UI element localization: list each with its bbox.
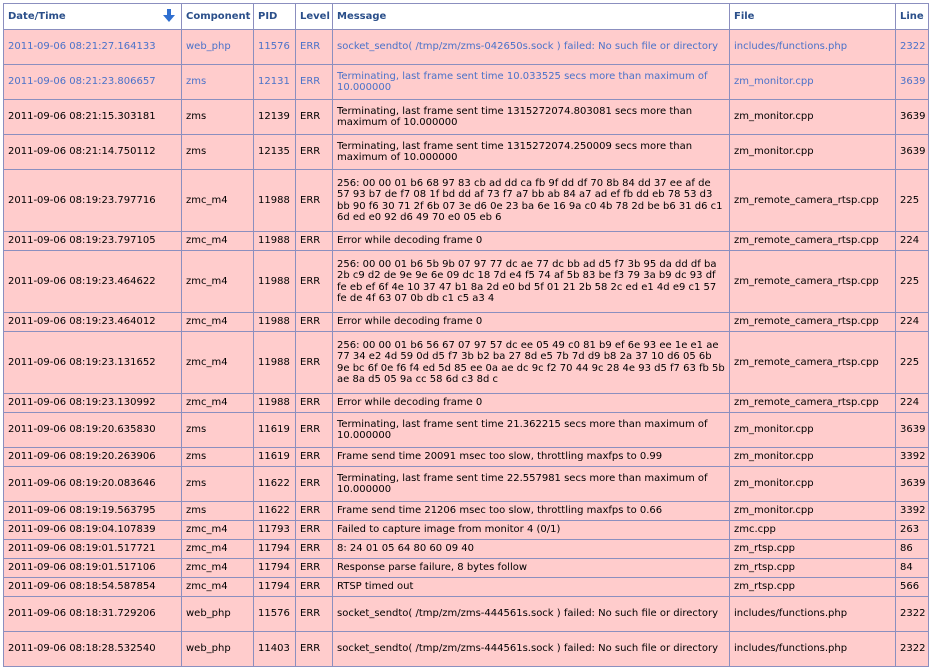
header-row [4,4,929,30]
cell-level: ERR [296,30,333,65]
table-row-12[interactable] [4,448,929,467]
cell-level: ERR [296,65,333,100]
cell-pid: 11988 [254,332,296,394]
cell-line: 224 [896,313,929,332]
cell-datetime: 2011-09-06 08:19:23.464012 [4,313,182,332]
cell-pid: 11794 [254,540,296,559]
cell-message: RTSP timed out [333,578,730,597]
header-component[interactable]: Component [182,4,254,30]
table-row-15[interactable] [4,521,929,540]
cell-message: Error while decoding frame 0 [333,313,730,332]
cell-file: zm_remote_camera_rtsp.cpp [730,394,896,413]
cell-component: zmc_m4 [182,332,254,394]
table-row-19[interactable] [4,597,929,632]
cell-file: zm_monitor.cpp [730,502,896,521]
cell-component: zms [182,413,254,448]
cell-pid: 11794 [254,578,296,597]
cell-component: zmc_m4 [182,170,254,232]
cell-message: Terminating, last frame sent time 1315272074.250009 secs more than maximum of 10.000000 [333,135,730,170]
cell-component: zms [182,448,254,467]
table-row-5[interactable] [4,170,929,232]
cell-pid: 12131 [254,65,296,100]
cell-level: ERR [296,597,333,632]
cell-component: zms [182,467,254,502]
header-datetime[interactable] [4,4,182,30]
table-row-18[interactable] [4,578,929,597]
cell-file: zm_rtsp.cpp [730,559,896,578]
cell-datetime: 2011-09-06 08:18:54.587854 [4,578,182,597]
cell-datetime: 2011-09-06 08:19:20.635830 [4,413,182,448]
cell-message: Error while decoding frame 0 [333,394,730,413]
cell-pid: 11622 [254,502,296,521]
cell-level: ERR [296,559,333,578]
cell-line: 225 [896,170,929,232]
cell-level: ERR [296,521,333,540]
cell-datetime: 2011-09-06 08:19:01.517721 [4,540,182,559]
cell-pid: 11576 [254,597,296,632]
cell-line: 263 [896,521,929,540]
cell-pid: 11988 [254,170,296,232]
cell-component: zmc_m4 [182,559,254,578]
header-message[interactable]: Message [333,4,730,30]
cell-pid: 11988 [254,394,296,413]
cell-datetime: 2011-09-06 08:19:23.797716 [4,170,182,232]
cell-line: 3392 [896,502,929,521]
cell-message: 256: 00 00 01 b6 5b 9b 07 97 77 dc ae 77 dc bb ad d5 f7 3b 95 da dd df ba 2b c9 d2 de 9e 9e 6e 09 dc 18 7d e4 f5 74 af 5b 83 be f3 79 3a b9 dc 93 df fe eb ef 6f 4e 10 37 47 b1 8a 2d e0 bd 5f 01 21 2b 58 2c ed e1 4d e9 c1 57 fe de 4f 63 07 0b db c1 c5 a3 4 [333,251,730,313]
cell-level: ERR [296,313,333,332]
table-row-3[interactable] [4,100,929,135]
cell-message: Response parse failure, 8 bytes follow [333,559,730,578]
header-level[interactable]: Level [296,4,333,30]
cell-message: Terminating, last frame sent time 1315272074.803081 secs more than maximum of 10.000000 [333,100,730,135]
header-file[interactable]: File [730,4,896,30]
cell-component: zms [182,502,254,521]
cell-file: zm_remote_camera_rtsp.cpp [730,332,896,394]
cell-line: 224 [896,232,929,251]
cell-line: 3639 [896,413,929,448]
cell-file: zm_remote_camera_rtsp.cpp [730,313,896,332]
cell-line: 3639 [896,100,929,135]
cell-level: ERR [296,232,333,251]
cell-component: web_php [182,30,254,65]
cell-file: zm_monitor.cpp [730,135,896,170]
cell-file: zm_remote_camera_rtsp.cpp [730,232,896,251]
cell-line: 3639 [896,135,929,170]
cell-component: zmc_m4 [182,540,254,559]
cell-component: zmc_m4 [182,232,254,251]
cell-file: includes/functions.php [730,632,896,667]
cell-datetime: 2011-09-06 08:19:01.517106 [4,559,182,578]
cell-message: Terminating, last frame sent time 21.362215 secs more than maximum of 10.000000 [333,413,730,448]
cell-message: 8: 24 01 05 64 80 60 09 40 [333,540,730,559]
cell-level: ERR [296,100,333,135]
table-row-4[interactable] [4,135,929,170]
cell-line: 224 [896,394,929,413]
cell-component: zms [182,100,254,135]
cell-component: zmc_m4 [182,313,254,332]
arrow-down-icon[interactable] [163,9,175,23]
cell-level: ERR [296,502,333,521]
cell-datetime: 2011-09-06 08:21:14.750112 [4,135,182,170]
cell-message: socket_sendto( /tmp/zm/zms-444561s.sock ) failed: No such file or directory [333,632,730,667]
table-row-10[interactable] [4,394,929,413]
cell-line: 225 [896,332,929,394]
cell-level: ERR [296,413,333,448]
cell-component: zmc_m4 [182,394,254,413]
cell-datetime: 2011-09-06 08:19:23.130992 [4,394,182,413]
cell-pid: 12135 [254,135,296,170]
cell-line: 225 [896,251,929,313]
cell-message: Frame send time 20091 msec too slow, throttling maxfps to 0.99 [333,448,730,467]
cell-pid: 11576 [254,30,296,65]
cell-pid: 11619 [254,448,296,467]
table-row-13[interactable] [4,467,929,502]
table-row-7[interactable] [4,251,929,313]
cell-level: ERR [296,332,333,394]
cell-datetime: 2011-09-06 08:21:23.806657 [4,65,182,100]
cell-level: ERR [296,394,333,413]
cell-line: 566 [896,578,929,597]
cell-line: 2322 [896,597,929,632]
cell-pid: 11988 [254,251,296,313]
cell-pid: 11988 [254,313,296,332]
table-row-11[interactable] [4,413,929,448]
cell-file: includes/functions.php [730,597,896,632]
cell-file: zm_monitor.cpp [730,65,896,100]
cell-file: zm_remote_camera_rtsp.cpp [730,170,896,232]
cell-component: web_php [182,597,254,632]
cell-datetime: 2011-09-06 08:18:31.729206 [4,597,182,632]
cell-file: zm_rtsp.cpp [730,578,896,597]
table-row-9[interactable] [4,332,929,394]
table-row-8[interactable] [4,313,929,332]
header-datetime-label: Date/Time [8,11,66,22]
cell-level: ERR [296,135,333,170]
cell-message: Error while decoding frame 0 [333,232,730,251]
cell-file: zm_monitor.cpp [730,413,896,448]
cell-level: ERR [296,170,333,232]
cell-component: zmc_m4 [182,521,254,540]
cell-datetime: 2011-09-06 08:21:15.303181 [4,100,182,135]
cell-datetime: 2011-09-06 08:19:23.131652 [4,332,182,394]
table-row-6[interactable] [4,232,929,251]
cell-line: 3392 [896,448,929,467]
cell-pid: 11793 [254,521,296,540]
cell-message: Failed to capture image from monitor 4 (0/1) [333,521,730,540]
cell-level: ERR [296,448,333,467]
table-row-2[interactable] [4,65,929,100]
cell-level: ERR [296,251,333,313]
cell-component: zmc_m4 [182,251,254,313]
cell-line: 3639 [896,65,929,100]
cell-level: ERR [296,467,333,502]
table-row-1[interactable] [4,30,929,65]
cell-pid: 11622 [254,467,296,502]
header-line[interactable]: Line [896,4,929,30]
cell-pid: 12139 [254,100,296,135]
cell-file: includes/functions.php [730,30,896,65]
cell-message: Terminating, last frame sent time 22.557981 secs more than maximum of 10.000000 [333,467,730,502]
cell-file: zm_rtsp.cpp [730,540,896,559]
cell-message: socket_sendto( /tmp/zm/zms-042650s.sock ) failed: No such file or directory [333,30,730,65]
cell-file: zm_monitor.cpp [730,100,896,135]
cell-message: socket_sendto( /tmp/zm/zms-444561s.sock ) failed: No such file or directory [333,597,730,632]
cell-datetime: 2011-09-06 08:19:20.263906 [4,448,182,467]
cell-datetime: 2011-09-06 08:19:04.107839 [4,521,182,540]
cell-component: zmc_m4 [182,578,254,597]
cell-component: web_php [182,632,254,667]
table-row-20[interactable] [4,632,929,667]
table-row-14[interactable] [4,502,929,521]
table-row-17[interactable] [4,559,929,578]
cell-file: zm_remote_camera_rtsp.cpp [730,251,896,313]
cell-file: zm_monitor.cpp [730,448,896,467]
cell-datetime: 2011-09-06 08:19:23.464622 [4,251,182,313]
cell-pid: 11403 [254,632,296,667]
cell-datetime: 2011-09-06 08:21:27.164133 [4,30,182,65]
cell-level: ERR [296,632,333,667]
cell-line: 3639 [896,467,929,502]
cell-datetime: 2011-09-06 08:19:20.083646 [4,467,182,502]
cell-pid: 11619 [254,413,296,448]
cell-message: 256: 00 00 01 b6 56 67 07 97 57 dc ee 05 49 c0 81 b9 ef 6e 93 ee 1e e1 ae 77 34 e2 4d 59 0d d5 f7 3b b2 ba 27 8d e5 7b 7d d9 b8 2a 37 10 d6 05 6b 9e bc 6f 0e f6 f4 ed 5d 85 ee 0a ae dc 9c f2 70 44 9c 28 4e 93 d5 f7 63 fb 5b ae 8a d5 05 9a cc 58 6d c3 8d c [333,332,730,394]
log-table [3,3,929,667]
cell-message: Frame send time 21206 msec too slow, throttling maxfps to 0.66 [333,502,730,521]
cell-message: Terminating, last frame sent time 10.033525 secs more than maximum of 10.000000 [333,65,730,100]
cell-level: ERR [296,540,333,559]
cell-datetime: 2011-09-06 08:18:28.532540 [4,632,182,667]
cell-datetime: 2011-09-06 08:19:23.797105 [4,232,182,251]
table-row-16[interactable] [4,540,929,559]
cell-datetime: 2011-09-06 08:19:19.563795 [4,502,182,521]
cell-component: zms [182,65,254,100]
cell-line: 86 [896,540,929,559]
cell-pid: 11794 [254,559,296,578]
cell-file: zmc.cpp [730,521,896,540]
cell-line: 2322 [896,632,929,667]
cell-message: 256: 00 00 01 b6 68 97 83 cb ad dd ca fb 9f dd df 70 8b 84 dd 37 ee af de 57 93 b7 de f7 08 1f bd dd af 73 f7 a7 bb ab 84 a7 ad ef fb dd eb 78 53 d3 bb 90 f6 30 71 2f 6b 07 3e d6 0e 23 ba 6e 16 9a c0 4b 78 2d be b6 31 d6 c1 6d ed e0 92 d6 49 70 e0 05 eb 6 [333,170,730,232]
header-pid[interactable]: PID [254,4,296,30]
cell-line: 84 [896,559,929,578]
cell-file: zm_monitor.cpp [730,467,896,502]
cell-pid: 11988 [254,232,296,251]
cell-component: zms [182,135,254,170]
cell-line: 2322 [896,30,929,65]
cell-level: ERR [296,578,333,597]
